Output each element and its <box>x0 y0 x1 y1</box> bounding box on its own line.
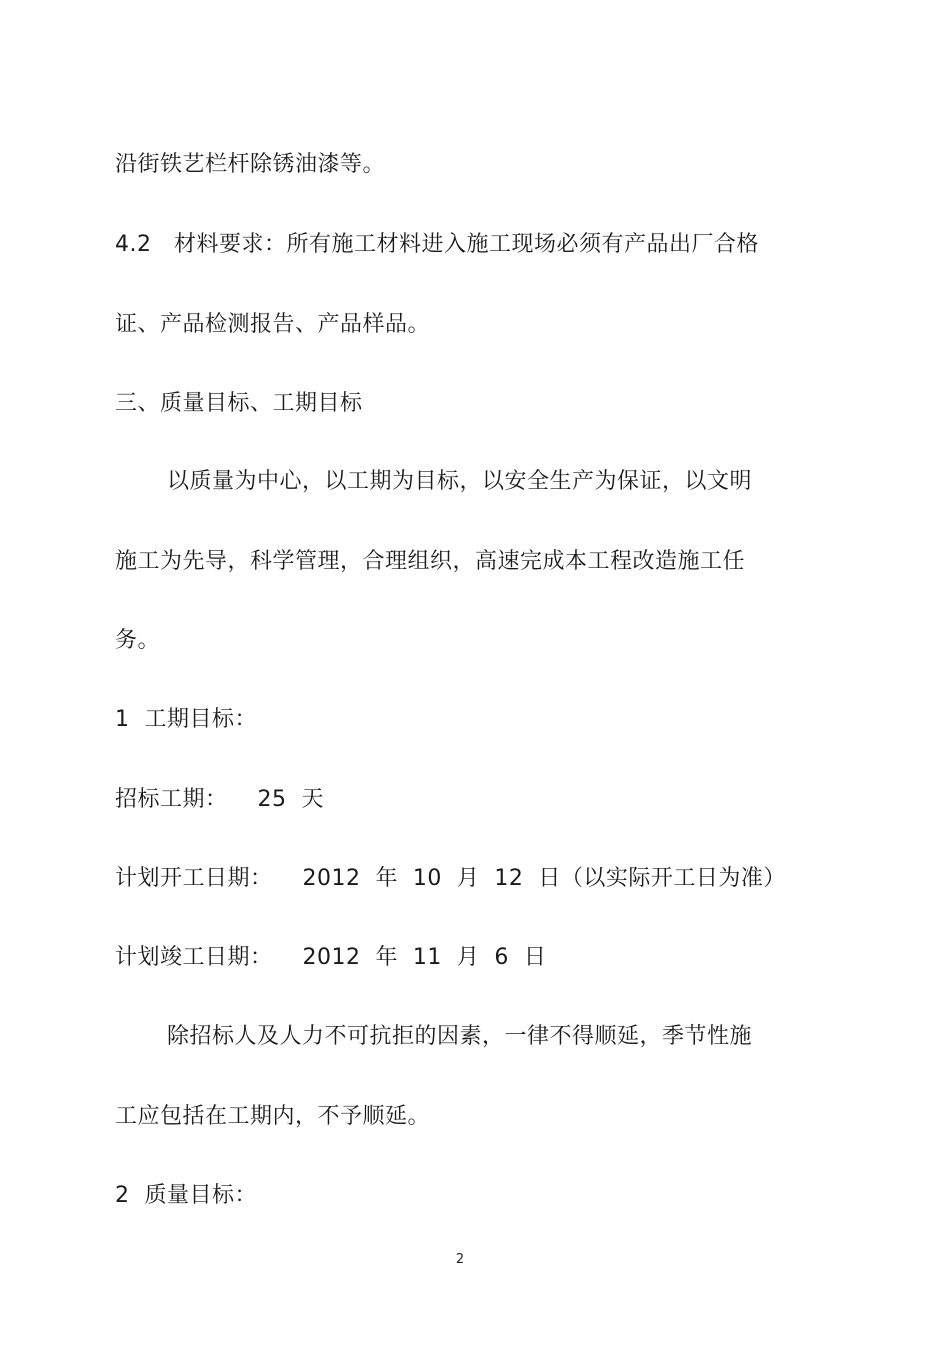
text-line-7: 务。 <box>115 628 161 653</box>
tender-duration: 招标工期： 25 天 <box>115 787 324 812</box>
planned-start-date: 计划开工日期： 2012 年 10 月 12 日（以实际开工日为准） <box>115 866 786 891</box>
subheading-quality: 2 质量目标： <box>115 1183 257 1208</box>
text-line-6: 施工为先导，科学管理，合理组织，高速完成本工程改造施工任 <box>115 549 746 574</box>
planned-finish-date: 计划竣工日期： 2012 年 11 月 6 日 <box>115 945 547 970</box>
text-line-3: 证、产品检测报告、产品样品。 <box>115 312 431 337</box>
page-number: 2 <box>455 1252 465 1267</box>
section-heading: 三、质量目标、工期目标 <box>115 391 363 416</box>
text-line-13: 工应包括在工期内，不予顺延。 <box>115 1104 431 1129</box>
subheading-schedule: 1 工期目标： <box>115 707 257 732</box>
paragraph-indented-1: 以质量为中心，以工期为目标，以安全生产为保证，以文明 <box>167 469 753 494</box>
text-line-1: 沿街铁艺栏杆除锈油漆等。 <box>115 152 386 177</box>
text-line-2: 4.2 材料要求：所有施工材料进入施工现场必须有产品出厂合格 <box>115 232 759 257</box>
paragraph-indented-2: 除招标人及人力不可抗拒的因素，一律不得顺延，季节性施 <box>167 1024 753 1049</box>
